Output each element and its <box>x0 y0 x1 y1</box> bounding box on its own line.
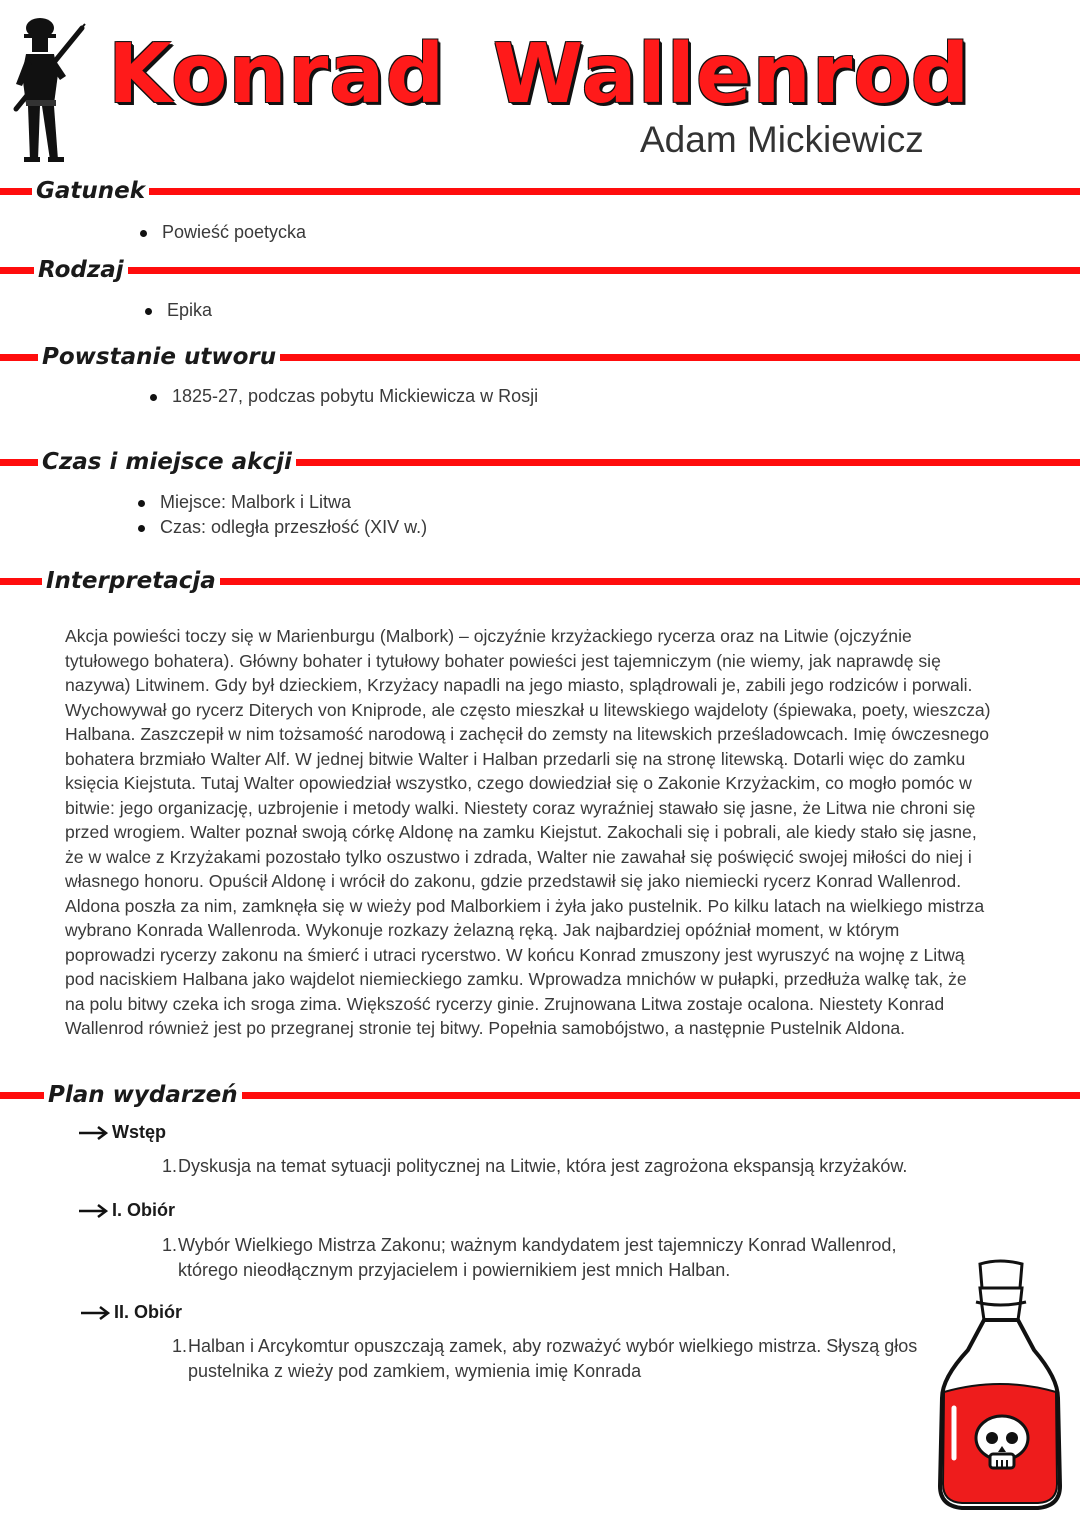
paragraph-line: nazywa) Litwinem. Gdy był dzieckiem, Krzyżacy napadli na jego miasto, splądrowali je, zabili jego rodziców i porwali. <box>65 675 973 695</box>
plan-item-number: 1. <box>162 1156 178 1176</box>
section-powstanie <box>0 342 1080 372</box>
plan-item-number: 1. <box>162 1235 178 1255</box>
section-heading-plan: Plan wydarzeń <box>44 1080 242 1110</box>
czas-list <box>160 490 427 540</box>
section-heading-czas: Czas i miejsce akcji <box>38 447 296 477</box>
paragraph-line: przed wrogiem. Walter poznał swoją córkę Aldonę na zamku Kiejstut. Zakochali się i pobrali, ale kiedy stało się jasne, <box>65 822 977 842</box>
section-rule <box>0 267 1080 274</box>
arrow-right-icon <box>80 1306 110 1320</box>
poison-bottle-skull-icon <box>930 1258 1070 1518</box>
plan-item-text: Dyskusja na temat sytuacji politycznej na Litwie, która jest zagrożona ekspansją krzyżaków. <box>178 1156 908 1176</box>
author-name: Adam Mickiewicz <box>640 119 924 160</box>
section-rule <box>0 188 1080 195</box>
paragraph-line: Wychowywał go rycerz Diterych von Kniprode, ale często mieszkał u litewskiego wajdeloty (śpiewaka, poety, wieszcza) <box>65 699 991 720</box>
paragraph-line: własnego honoru. Opuścił Aldonę i wrócił do zakonu, gdzie przedstawił się jako niemiecki rycerz Konrad Wallenrod. <box>65 871 962 891</box>
paragraph-line: bitwie: jego organizację, uzbrojenie i metody walki. Niestety coraz wyraźniej stawało się jasne, że Litwa nie chroni się <box>65 797 976 818</box>
section-heading-interpretacja: Interpretacja <box>42 566 220 596</box>
paragraph-line: księcia Kiejstuta. Tutaj Walter opowiedział wszystko, czego dowiedział się o Zakonie Krzyżackim, co mogło pomóc w <box>65 773 972 793</box>
paragraph-line: że w walce z Krzyżakami pozostało tylko oszustwo i zdrada, Walter nie zawahał się poświęcić swojej miłości do niej i <box>65 846 972 867</box>
plan-item-text-cont: pustelnika z wieży pod zamkiem, wymienia imię Konrada <box>188 1361 642 1381</box>
plan-part-title: I. Obiór <box>112 1200 175 1220</box>
paragraph-line: Wallenrod również jest po przegranej stronie tej bitwy. Popełnia samobójstwo, a następnie Pustelnik Aldona. <box>65 1018 906 1038</box>
interpretacja-paragraph <box>65 624 1025 1041</box>
arrow-right-icon <box>78 1126 108 1140</box>
plan-item <box>162 1233 896 1283</box>
plan-part-obior-2 <box>80 1300 182 1324</box>
paragraph-line: bohatera brzmiało Walter Alf. W jednej bitwie Walter i Halban przedarli się na stronę litewską. Dotarli więc do zamku <box>65 748 966 769</box>
paragraph-line: poprowadzi rycerzy zakonu na śmierć i utraci rycerstwo. W końcu Konrad zmuszony jest wyruszyć na wojnę z Litwą <box>65 944 965 965</box>
section-czas <box>0 447 1080 477</box>
plan-part-obior-1 <box>78 1198 175 1222</box>
paragraph-line: wybrano Konrada Wallenroda. Wykonuje rozkazy żelazną ręką. Jak najbardziej opóźniał moment, w którym <box>65 920 900 940</box>
plan-part-title: II. Obiór <box>114 1302 183 1322</box>
plan-item-text: Halban i Arcykomtur opuszczają zamek, aby rozważyć wybór wielkiego mistrza. Słyszą głos <box>188 1336 918 1356</box>
section-gatunek <box>0 176 1080 206</box>
section-heading-rodzaj: Rodzaj <box>34 255 128 285</box>
list-item: Czas: odległa przeszłość (XIV w.) <box>160 515 427 540</box>
plan-item-text: Wybór Wielkiego Mistrza Zakonu; ważnym kandydatem jest tajemniczy Konrad Wallenrod, <box>178 1235 897 1255</box>
plan-part-wstep <box>78 1120 166 1144</box>
paragraph-line: Aldona poszła za nim, zamknęła się w wieży pod Malborkiem i żyła jako pustelnik. Po kilku latach na wielkiego mistrza <box>65 895 985 916</box>
plan-item <box>162 1154 907 1179</box>
soldier-with-rifle-icon <box>8 14 86 164</box>
list-item: Powieść poetycka <box>162 220 306 245</box>
section-heading-gatunek: Gatunek <box>32 176 149 206</box>
section-rodzaj <box>0 255 1080 285</box>
paragraph-line: tytułowego bohatera). Główny bohater i tytułowy bohater powieści jest tajemniczym (nie wiemy, jak naprawdę się <box>65 650 941 671</box>
plan-item-number: 1. <box>172 1336 188 1356</box>
arrow-right-icon <box>78 1204 108 1218</box>
plan-item-text-cont: którego nieodłącznym przyjacielem i powiernikiem jest mnich Halban. <box>178 1260 731 1280</box>
rodzaj-list <box>167 298 212 323</box>
section-interpretacja <box>0 566 1080 596</box>
page-title: Konrad Wallenrod <box>108 27 971 122</box>
paragraph-line: Akcja powieści toczy się w Marienburgu (Malbork) – ojczyźnie krzyżackiego rycerza oraz na Litwie (ojczyźnie <box>65 626 912 646</box>
gatunek-list <box>162 220 306 245</box>
paragraph-line: pod naciskiem Halbana jako wajdelot niemieckiego zamku. Wprowadza mnichów w pułapki, przedłuża walkę tak, że <box>65 969 967 989</box>
plan-part-title: Wstęp <box>112 1122 166 1142</box>
paragraph-line: Halbana. Zaszczepił w nim tożsamość narodową i zachęcił do zemsty na litewskich prześladowcach. Imię ówczesnego <box>65 724 990 744</box>
section-heading-powstanie: Powstanie utworu <box>38 342 280 372</box>
list-item: Epika <box>167 298 212 323</box>
paragraph-line: na polu bitwy czeka ich sroga zima. Większość rycerzy ginie. Zrujnowana Litwa zostaje ocalona. Niestety Konrad <box>65 993 945 1014</box>
plan-item <box>172 1334 917 1384</box>
list-item: 1825-27, podczas pobytu Mickiewicza w Rosji <box>172 384 538 409</box>
powstanie-list <box>172 384 538 409</box>
section-plan <box>0 1080 1080 1110</box>
list-item: Miejsce: Malbork i Litwa <box>160 490 427 515</box>
